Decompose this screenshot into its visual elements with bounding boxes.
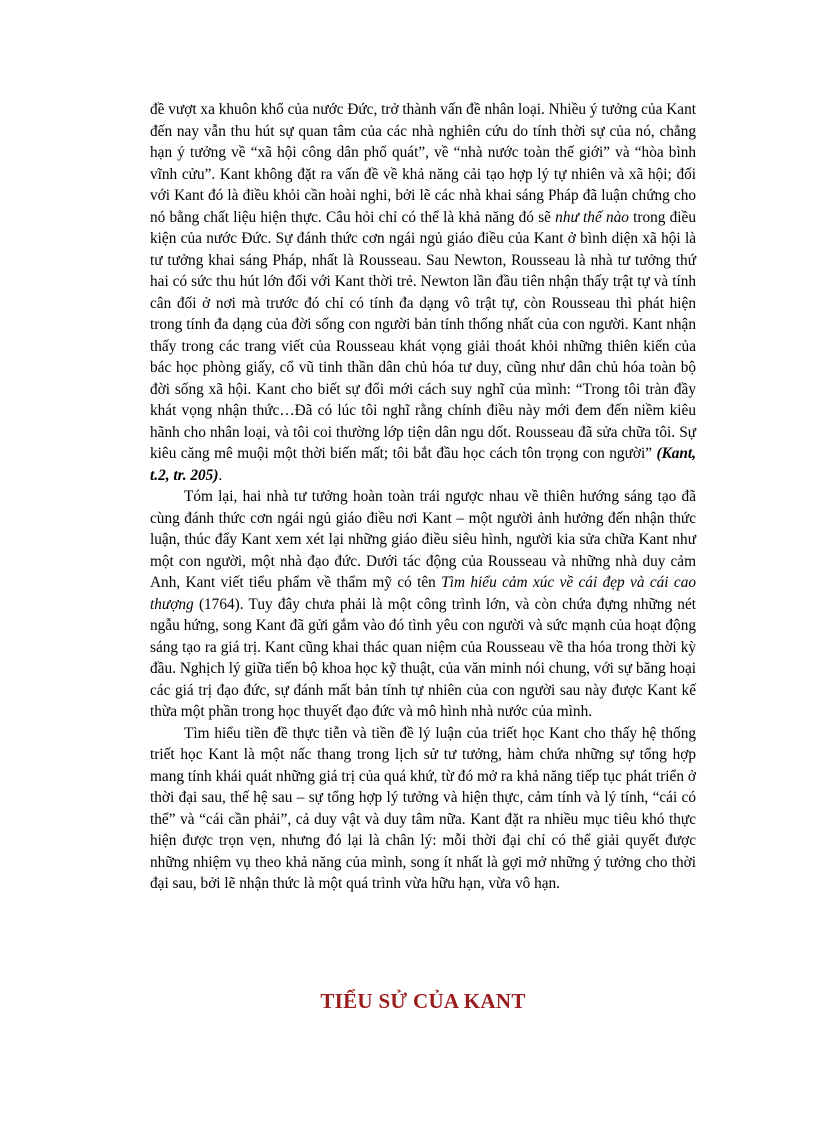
paragraph-1-text-b: trong điều kiện của nước Đức. Sự đánh thức cơn ngái ngủ giáo điều của Kant ở bình diện xã hội là tư tưởng khai sáng Pháp, nhất là Rousseau. Sau Newton, Rousseau là nhà tư tưởng thứ hai có sức thu hút lớn đối với Kant thời trẻ. Newton lần đầu tiên nhận thấy trật tự và tính cân đối ở nơi mà trước đó chỉ có tính đa dạng vô trật tự, còn Rousseau thì phát hiện trong tính đa dạng của đời sống con người bản tính thống nhất của con người. Kant nhận thấy trong các trang viết của Rousseau khát vọng giải thoát khỏi những thiên kiến của bác học phòng giấy, cổ vũ tinh thần dân chủ hóa tư duy, cũng như dân chủ hóa toàn bộ đời sống xã hội. Kant cho biết sự đổi mới cách suy nghĩ của mình: “Trong tôi tràn đầy khát vọng nhận thức…Đã có lúc tôi nghĩ rằng chính điều này mới đem đến niềm kiêu hãnh cho nhân loại, và tôi coi thường lớp tiện dân ngu dốt. Rousseau đã sửa chữa tôi. Sự kiêu căng mê muội một thời biến mất; tôi bắt đầu học cách tôn trọng con người”	[150, 208, 696, 462]
work-title-italic: Tìm hiểu cảm xúc về cái đẹp và cái cao thượng	[150, 574, 697, 613]
paragraph-1	[150, 99, 696, 486]
body-text	[150, 99, 696, 895]
paragraph-2	[150, 486, 696, 723]
paragraph-2-text-a: Tóm lại, hai nhà tư tưởng hoàn toàn trái ngược nhau về thiên hướng sáng tạo đã cùng đánh thức cơn ngái ngủ giáo điều nơi Kant – một người ảnh hưởng đến nhận thức luận, thúc đẩy Kant xem xét lại những giáo điều siêu hình, người kia sửa chữa Kant như một con người, một nhà đạo đức. Dưới tác động của Rousseau và những nhà duy cảm Anh, Kant viết tiểu phẩm về thẩm mỹ có tên	[150, 488, 696, 591]
paragraph-1-text-a: đề vượt xa khuôn khổ của nước Đức, trở thành vấn đề nhân loại. Nhiều ý tưởng của Kant đến nay vẫn thu hút sự quan tâm của các nhà nghiên cứu do tính thời sự của nó, chẳng hạn ý tưởng về “xã hội công dân phổ quát”, về “nhà nước toàn thế giới” và “hòa bình vĩnh cửu”. Kant không đặt ra vấn đề về khả năng cải tạo hợp lý tự nhiên và xã hội; đối với Kant đó là điều khỏi cần hoài nghi, bởi lẽ các nhà khai sáng Pháp đã luận chứng cho nó bằng chất liệu hiện thực. Câu hỏi chỉ có thể là khả năng đó sẽ	[150, 101, 696, 226]
paragraph-1-text-c: .	[218, 466, 223, 484]
paragraph-3-text: Tìm hiểu tiền đề thực tiễn và tiền đề lý luận của triết học Kant cho thấy hệ thống triết học Kant là một nấc thang trong lịch sử tư tưởng, hàm chứa những sự tổng hợp mang tính khái quát những giá trị của quá khứ, từ đó mở ra khả năng tiếp tục phát triển ở thời đại sau, thế hệ sau – sự tổng hợp lý tưởng và hiện thực, cảm tính và lý tính, “cái có thể” và “cái cần phải”, cả duy vật và duy tâm nữa. Kant đặt ra nhiều mục tiêu khó thực hiện được trọn vẹn, nhưng đó lại là chân lý: mỗi thời đại chỉ có thể giải quyết được những nhiệm vụ theo khả năng của mình, song ít nhất là gợi mở những ý tưởng cho thời đại sau, bởi lẽ nhận thức là một quá trình vừa hữu hạn, vừa vô hạn.	[150, 724, 696, 892]
section-heading: TIỂU SỬ CỦA KANT	[320, 989, 526, 1013]
citation: (Kant, t.2, tr. 205)	[150, 445, 696, 484]
paragraph-3	[150, 723, 696, 895]
paragraph-1-italic: như thế nào	[555, 208, 629, 226]
paragraph-2-text-b: (1764). Tuy đây chưa phải là một công trình lớn, và còn chứa đựng những nét ngẫu hứng, song Kant đã gửi gắm vào đó tình yêu con người và sức mạnh của hoạt động sáng tạo ra giá trị. Kant cũng khai thác quan niệm của Rousseau về tha hóa trong thời kỳ đầu. Nghịch lý giữa tiến bộ khoa học kỹ thuật, của văn minh nói chung, với sự băng hoại các giá trị đạo đức, sự đánh mất bản tính tự nhiên của con người sau này được Kant kế thừa một phần trong học thuyết đạo đức và mô hình nhà nước của mình.	[150, 595, 696, 720]
